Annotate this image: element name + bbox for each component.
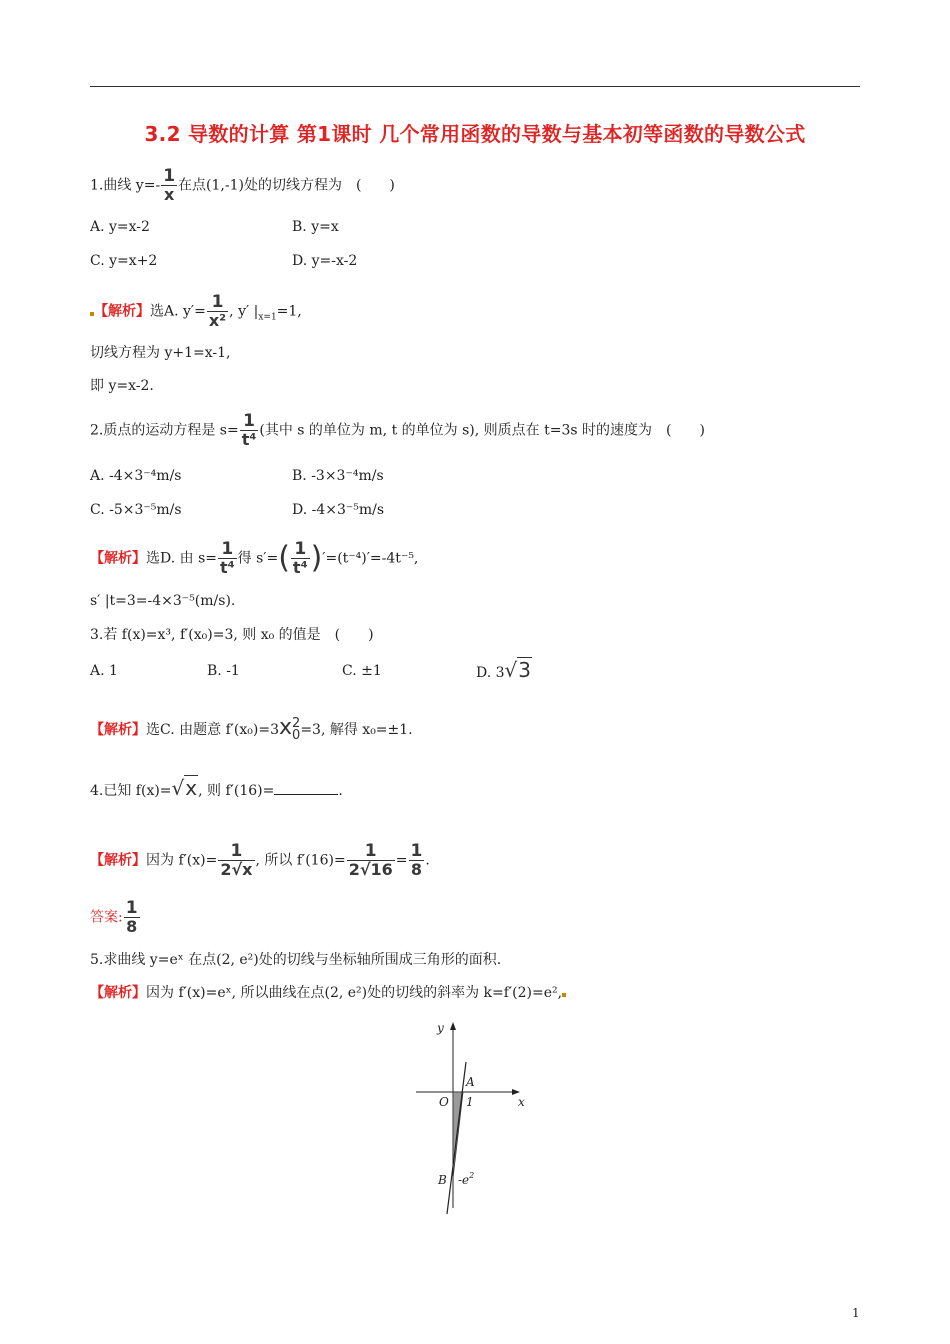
point-a-label: A: [466, 1075, 475, 1089]
q5-solution: 【解析】因为 f′(x)=eˣ, 所以曲线在点(2, e²)处的切线的斜率为 k=f′(2)=e²,: [90, 983, 566, 1003]
q3-option-b: B. -1: [207, 663, 240, 679]
solution-tag: 【解析】: [94, 303, 150, 320]
answer-blank: [274, 780, 338, 795]
q1-option-b: B. y=x: [292, 219, 339, 235]
q2-option-d: D. -4×3⁻⁵m/s: [292, 502, 385, 518]
x-axis-label: x: [518, 1095, 525, 1109]
q1-stem-text: 1.曲线 y=-: [90, 177, 161, 194]
tangent-line-figure: [410, 1018, 540, 1218]
point-b-label: B: [438, 1173, 447, 1187]
sqrt-symbol: √x: [171, 776, 198, 800]
q1-solution-line-2: 切线方程为 y+1=x-1,: [90, 345, 231, 361]
q4-fraction-1: $\frac{1}{2√x}$: [220, 841, 253, 879]
q4-fraction-3: $\frac{1}{8}$: [410, 841, 423, 879]
question-3-stem: 3.若 f(x)=x³, f′(x₀)=3, 则 x₀ 的值是 ( ): [90, 627, 374, 643]
q2-fraction: $\frac{1}{\text{t⁴}}$: [241, 411, 257, 449]
solution-tag: 【解析】: [90, 852, 146, 869]
q3-option-c: C. ±1: [342, 663, 382, 679]
q2-solution-line-1: 【解析】选D. 由 s= $\frac{1}{\text{t⁴}}$ 得 s′=( $\frac{1}{\text{t⁴}}$ )′=(t⁻⁴)′=-4t⁻⁵,: [90, 539, 419, 577]
question-2-stem: 2.质点的运动方程是 s= $\frac{1}{\text{t⁴}}$ (其中 s 的单位为 m, t 的单位为 s), 则质点在 t=3s 时的速度为 ( ): [90, 411, 705, 449]
y-axis-label: y: [437, 1021, 444, 1035]
q1-fraction: $\frac{1}{x}$: [163, 166, 176, 204]
q1-solution-fraction: $\frac{1}{\text{x²}}$: [208, 292, 227, 330]
q4-answer: [90, 900, 141, 935]
page-number: 1: [852, 1306, 860, 1320]
question-4-stem: 4.已知 f(x)=√x, 则 f′(16)= .: [90, 776, 343, 800]
solution-tag: 【解析】: [90, 985, 146, 1001]
sqrt-symbol: √3: [504, 658, 532, 682]
q1-option-d: D. y=-x-2: [292, 253, 358, 269]
q4-answer-fraction: $\frac{1}{8}$: [125, 898, 138, 936]
q3-solution: 【解析】选C. 由题意 f′(x₀)=3x 2 0 =3, 解得 x₀=±1.: [90, 715, 413, 743]
q3-option-a: A. 1: [90, 663, 118, 679]
one-label: 1: [466, 1095, 474, 1109]
question-5-stem: 5.求曲线 y=eˣ 在点(2, e²)处的切线与坐标轴所围成三角形的面积.: [90, 952, 502, 968]
q4-solution: 【解析】因为 f′(x)= $\frac{1}{2√x}$ , 所以 f′(16)= $\frac{1}{2√16}$ = $\frac{1}{8}$ .: [90, 841, 430, 879]
q1-option-a: A. y=x-2: [90, 219, 150, 235]
q2-option-b: B. -3×3⁻⁴m/s: [292, 468, 384, 484]
answer-label: 答案:: [90, 909, 123, 926]
q2-option-a: A. -4×3⁻⁴m/s: [90, 468, 182, 484]
y-axis-arrow: [450, 1022, 456, 1030]
q3-option-d: D. 3√3: [476, 658, 532, 682]
question-1-stem: [90, 168, 395, 203]
shaded-triangle: [453, 1092, 463, 1178]
q2-solution-fraction: $\frac{1}{\text{t⁴}}$: [220, 539, 235, 577]
q2-solution-line-2: s′ |t=3=-4×3⁻⁵(m/s).: [90, 593, 236, 609]
q1-solution-line-1: 【解析】选A. y′= $\frac{1}{\text{x²}}$ , y′ $|_{x=1}=1$,: [90, 294, 302, 329]
tangent-line: [447, 1062, 466, 1214]
q2-option-c: C. -5×3⁻⁵m/s: [90, 502, 182, 518]
solution-tag: 【解析】: [90, 722, 146, 738]
origin-label: O: [439, 1095, 449, 1109]
page-title: 3.2 导数的计算 第1课时 几个常用函数的导数与基本初等函数的导数公式: [144, 122, 806, 146]
q2-paren-fraction: $\frac{1}{\text{t⁴}}$: [292, 539, 308, 577]
q1-solution-line-3: 即 y=x-2.: [90, 378, 154, 394]
q1-option-c: C. y=x+2: [90, 253, 158, 269]
solution-tag: 【解析】: [90, 550, 146, 567]
neg-e-label: $-e^2$: [458, 1171, 475, 1187]
q1-stem-text-2: 在点(1,-1)处的切线方程为 ( ): [178, 177, 395, 194]
q4-fraction-2: $\frac{1}{2√16}$: [348, 841, 393, 879]
header-rule: [90, 86, 860, 87]
